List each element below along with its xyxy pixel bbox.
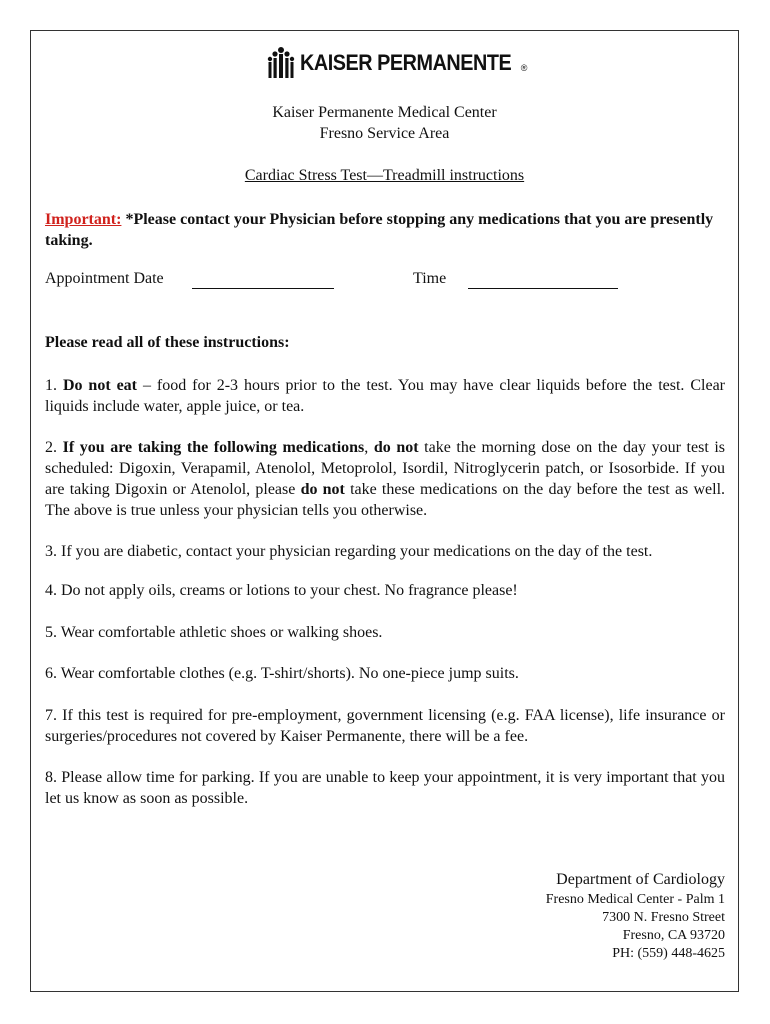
logo-wordmark: KAISER PERMANENTE bbox=[300, 50, 512, 75]
footer-phone: PH: (559) 448-4625 bbox=[612, 946, 725, 961]
appointment-date-field[interactable] bbox=[192, 288, 334, 289]
instructions-heading: Please read all of these instructions: bbox=[45, 334, 290, 351]
instruction-1 bbox=[45, 375, 725, 417]
document-title: Cardiac Stress Test—Treadmill instructions bbox=[244, 167, 525, 184]
instruction-7: 7. If this test is required for pre-employment, government licensing (e.g. FAA license), life insurance or surgeries/procedures not covered by Kaiser Permanente, there will be a fee. bbox=[45, 707, 725, 745]
important-label: Important: bbox=[45, 211, 122, 228]
footer-location: Fresno Medical Center - Palm 1 bbox=[545, 892, 725, 907]
instruction-text: take these medications on the day before the test as well. The above is true unless your physician tells you otherwise. bbox=[45, 481, 726, 519]
instruction-3: 3. If you are diabetic, contact your physician regarding your medications on the day of the test. bbox=[45, 543, 653, 560]
instruction-4: 4. Do not apply oils, creams or lotions to your chest. No fragrance please! bbox=[45, 582, 518, 599]
footer-street: 7300 N. Fresno Street bbox=[602, 910, 725, 925]
appointment-date-label: Appointment Date bbox=[45, 270, 164, 287]
registered-mark: ® bbox=[520, 63, 528, 73]
instruction-emphasis: If you are taking the following medications bbox=[62, 439, 365, 456]
important-text: *Please contact your Physician before stopping any medications that you are presently taking. bbox=[45, 211, 714, 249]
service-area: Fresno Service Area bbox=[319, 125, 450, 142]
department-name: Department of Cardiology bbox=[556, 871, 725, 888]
instruction-emphasis: do not bbox=[300, 481, 345, 498]
kaiser-logo bbox=[266, 46, 527, 80]
instruction-6: 6. Wear comfortable clothes (e.g. T-shirt/shorts). No one-piece jump suits. bbox=[45, 665, 519, 682]
instruction-number: 2. bbox=[45, 439, 63, 456]
instruction-8: 8. Please allow time for parking. If you are unable to keep your appointment, it is very important that you let us know as soon as possible. bbox=[45, 769, 725, 807]
instruction-5: 5. Wear comfortable athletic shoes or walking shoes. bbox=[45, 624, 383, 641]
instruction-emphasis: do not bbox=[373, 439, 419, 456]
instruction-emphasis: Do not eat bbox=[62, 377, 138, 394]
instruction-2 bbox=[45, 437, 725, 521]
appointment-time-field[interactable] bbox=[468, 288, 618, 289]
important-notice bbox=[45, 209, 725, 251]
instruction-text: – food for 2-3 hours prior to the test. You may have clear liquids before the test. Clear liquids include water, apple juice, or tea. bbox=[45, 377, 725, 415]
instruction-number: 1. bbox=[45, 377, 63, 394]
appointment-time-label: Time bbox=[413, 270, 447, 287]
instruction-text: take the morning dose on the day your test is scheduled: Digoxin, Verapamil, Atenolol, Metoprolol, Isordil, Nitroglycerin patch, or Isosorbide. If you are taking Digoxin or Atenolol, please bbox=[45, 439, 726, 498]
instruction-text: , bbox=[364, 439, 374, 456]
footer-city: Fresno, CA 93720 bbox=[622, 928, 725, 943]
kaiser-people-logo-icon bbox=[266, 46, 296, 80]
center-name: Kaiser Permanente Medical Center bbox=[272, 104, 497, 121]
